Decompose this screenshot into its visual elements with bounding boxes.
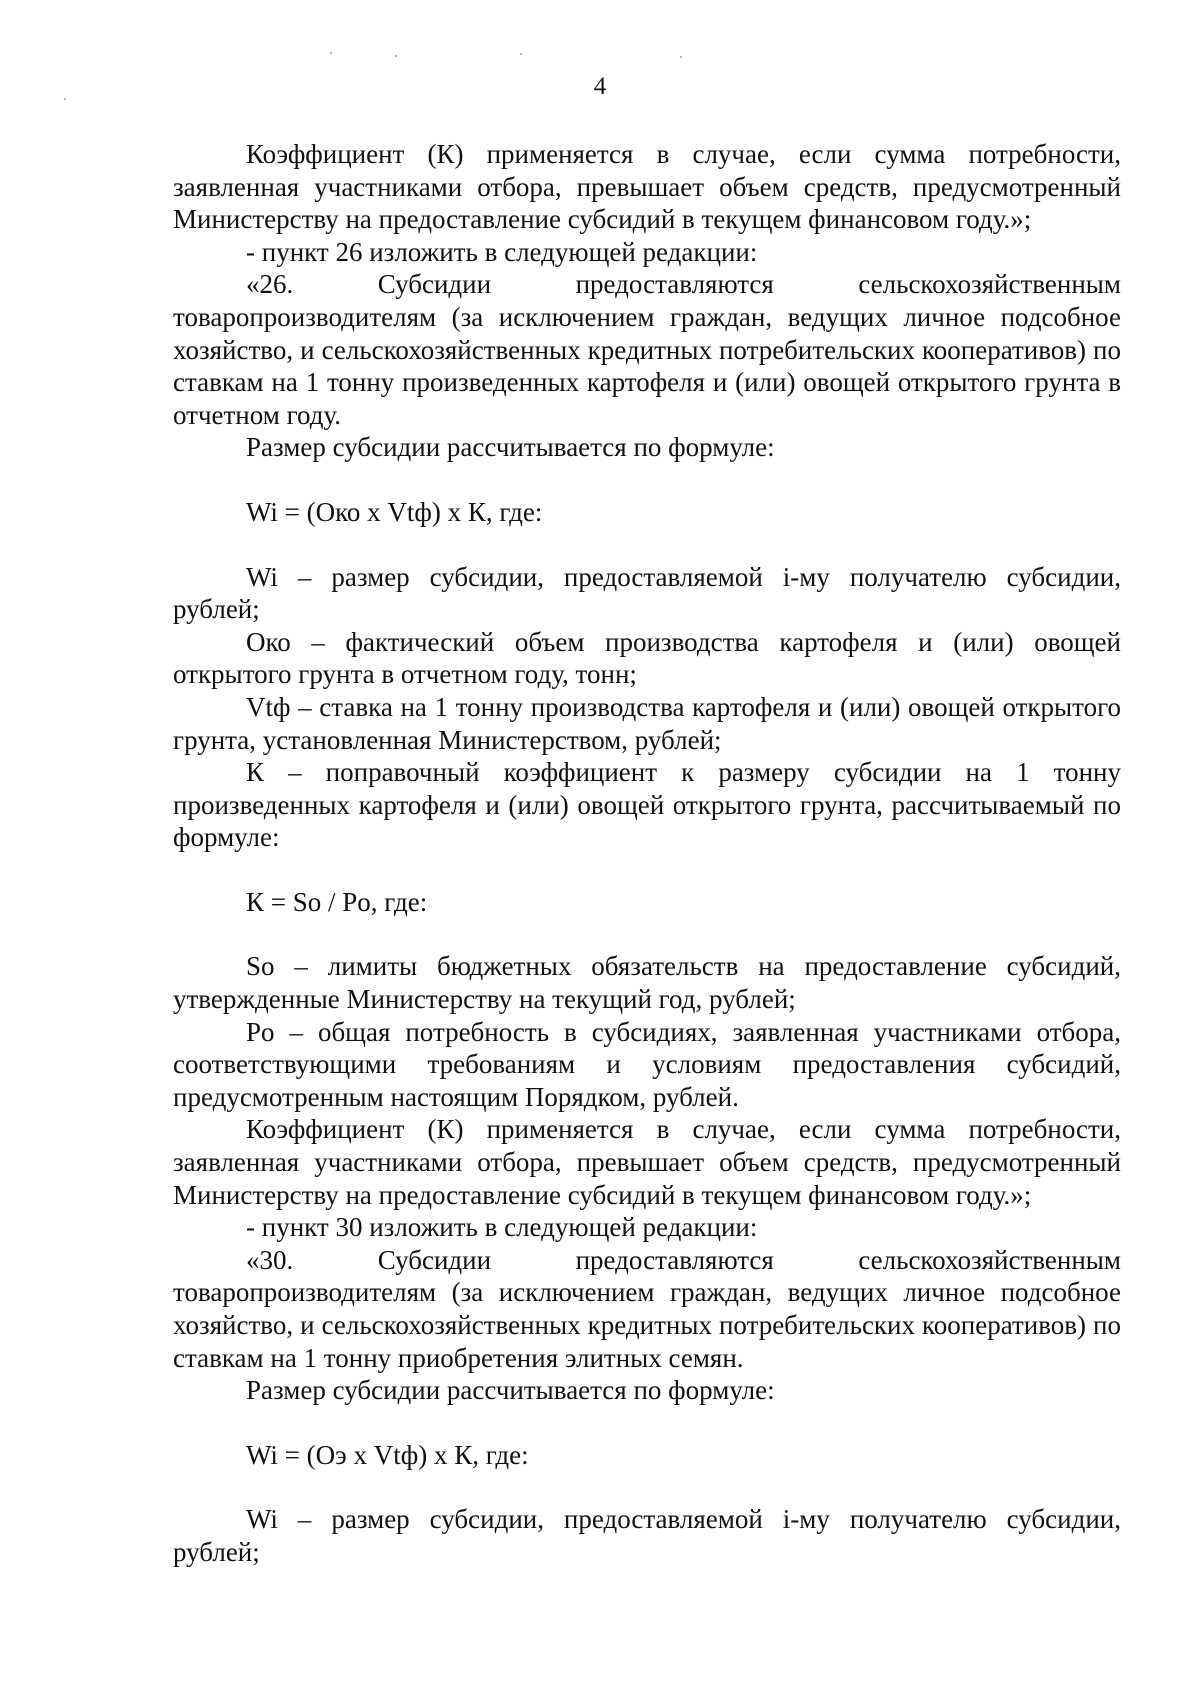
scan-speck [520, 53, 522, 55]
document-text [173, 138, 1121, 1569]
scan-speck [330, 52, 332, 54]
paragraph-item-30: «30. Субсидии предоставляются сельскохозяйственным товаропроизводителям (за исключением граждан, ведущих личное подсобное хозяйство, и сельскохозяйственных кредитных потребительских кооперативов) по ставкам на 1 тонну приобретения элитных семян. [173, 1244, 1121, 1373]
paragraph-item-26: «26. Субсидии предоставляются сельскохозяйственным товаропроизводителям (за исключением граждан, ведущих личное подсобное хозяйство, и сельскохозяйственных кредитных потребительских кооперативов) по ставкам на 1 тонну произведенных картофеля и (или) овощей открытого грунта в отчетном году. [173, 269, 1121, 430]
formula-wi-oko: Wi = (Око х Vtф) х К, где: [246, 496, 543, 527]
paragraph-amend-item-30: - пункт 30 изложить в следующей редакции: [246, 1212, 758, 1243]
paragraph-def-k: К – поправочный коэффициент к размеру субсидии на 1 тонну произведенных картофеля и (или) овощей открытого грунта, рассчитываемый по формуле: [173, 757, 1121, 853]
paragraph-formula-intro-2: Размер субсидии рассчитывается по формуле: [246, 1375, 775, 1406]
scan-speck [395, 55, 397, 57]
paragraph-coefficient-note: Коэффициент (К) применяется в случае, если сумма потребности, заявленная участниками отбора, превышает объем средств, предусмотренный Министерству на предоставление субсидий в текущем финансовом году.»; [173, 139, 1121, 235]
scan-speck [680, 56, 682, 58]
paragraph-def-vtf: Vtф – ставка на 1 тонну производства картофеля и (или) овощей открытого грунта, установленная Министерством, рублей; [173, 691, 1121, 755]
formula-wi-oe: Wi = (Оэ х Vtф) х К, где: [246, 1439, 529, 1470]
paragraph-def-wi-2: Wi – размер субсидии, предоставляемой i-му получателю субсидии, рублей; [173, 1504, 1121, 1567]
paragraph-formula-intro: Размер субсидии рассчитывается по формуле: [246, 432, 775, 463]
paragraph-def-wi: Wi – размер субсидии, предоставляемой i-му получателю субсидии, рублей; [173, 561, 1121, 625]
paragraph-def-so: So – лимиты бюджетных обязательств на предоставление субсидий, утвержденные Министерству на текущий год, рублей; [173, 951, 1121, 1015]
formula-k: К = So / Po, где: [246, 886, 428, 917]
paragraph-coefficient-note-2: Коэффициент (К) применяется в случае, если сумма потребности, заявленная участниками отбора, превышает объем средств, предусмотренный Министерству на предоставление субсидий в текущем финансовом году.»; [173, 1114, 1121, 1210]
page-number: 4 [593, 73, 607, 100]
paragraph-amend-item-26: - пункт 26 изложить в следующей редакции: [246, 236, 758, 267]
paragraph-def-oko: Око – фактический объем производства картофеля и (или) овощей открытого грунта в отчетном году, тонн; [173, 626, 1121, 690]
paragraph-def-po: Po – общая потребность в субсидиях, заявленная участниками отбора, соответствующими требованиям и условиям предоставления субсидий, предусмотренным настоящим Порядком, рублей. [173, 1016, 1121, 1112]
